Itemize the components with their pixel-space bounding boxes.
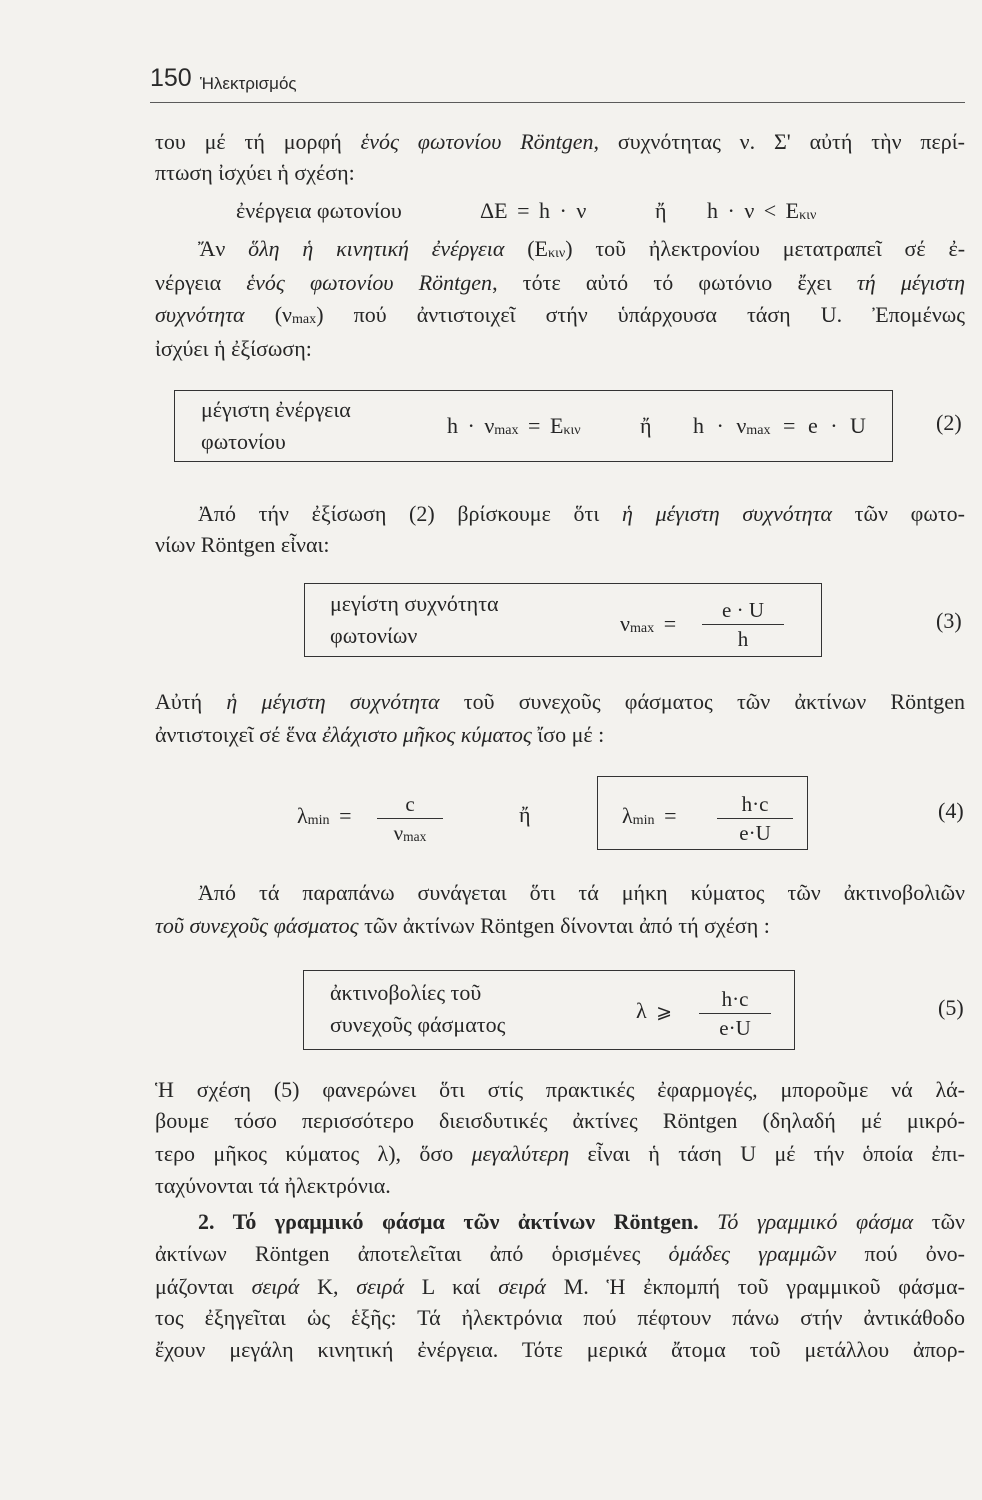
p7-line-5 (155, 1335, 965, 1365)
p2-line-4 (155, 334, 965, 364)
text-run: πού ὀνο- (836, 1241, 965, 1266)
eq2-formula-a (447, 411, 581, 445)
running-title: Ἡλεκτρισμός (200, 74, 297, 93)
subscript: κιν (547, 245, 566, 262)
formula-text: = (654, 611, 677, 636)
p3-line-2 (155, 530, 965, 560)
text-run: μάζονται (155, 1274, 252, 1299)
eq4-number: (4) (938, 798, 964, 823)
formula-text: = e · U (770, 413, 866, 438)
text-run: ἀντιστοιχεῖ σέ ἕνα (155, 722, 323, 747)
text-run: Αὐτή (155, 689, 227, 714)
formula-text: = (329, 803, 352, 828)
text-run: τερο μῆκος κύματος λ), ὅσο (155, 1141, 472, 1166)
formula-text: λ (622, 803, 633, 828)
p7-line-4 (155, 1303, 965, 1333)
italic-run: σειρά (356, 1274, 404, 1299)
text-run: ) τοῦ ἠλεκτρονίου μετατραπεῖ σέ ἐ- (565, 236, 966, 261)
text-run: ἴσο μέ : (531, 722, 605, 747)
text-run: εἶναι ἡ τάση U μέ τήν ὁποία ἐπι- (569, 1141, 965, 1166)
fraction-numerator: c (405, 792, 415, 816)
text-run: ἔχουν μεγάλη κινητική ἐνέργεια. Τότε μερικά ἄτομα τοῦ μετάλλου ἀπορ- (155, 1337, 965, 1362)
p2-line-1 (198, 234, 965, 268)
formula-text: ν (620, 611, 630, 636)
subscript: max (291, 311, 317, 328)
eq3-label-line-2: φωτονίων (330, 623, 418, 648)
subscript: min (307, 812, 330, 829)
italic-run: μεγαλύτερη (471, 1141, 570, 1166)
formula-text: = (654, 803, 677, 828)
eq5-label-line-2: συνεχοῦς φάσματος (330, 1012, 506, 1037)
text-run: τος ἐξηγεῖται ὡς ἑξῆς: Τά ἠλεκτρόνια πού πέφτουν πάνω στήν ἀντικάθοδο (155, 1305, 965, 1330)
text-run: (ν (244, 302, 292, 327)
eq3-number: (3) (936, 608, 962, 633)
p2-line-2 (155, 268, 965, 298)
text-run: του μέ τή μορφή (155, 129, 361, 154)
text-run: Ἄν (198, 236, 249, 261)
p6-line-3 (155, 1139, 965, 1169)
formula-text: = E (518, 413, 564, 438)
text-run: πτωση ἰσχύει ἡ σχέση: (155, 160, 355, 185)
italic-run: ἑνός φωτονίου Röntgen (360, 129, 594, 154)
italic-run: ἑνός φωτονίου Röntgen (246, 270, 493, 295)
eq4-boxed-lhs (622, 801, 677, 835)
p1-line-2 (155, 158, 965, 188)
subscript: κιν (799, 207, 817, 224)
fraction-denominator: e·U (719, 1016, 751, 1040)
formula-text: h · ν (447, 413, 495, 438)
header-rule (150, 102, 965, 103)
italic-run: τοῦ συνεχοῦς φάσματος (155, 913, 359, 938)
text-run: Ἀπό τά παραπάνω συνάγεται ὅτι τά μήκη κύματος τῶν ἀκτινοβολιῶν (198, 880, 965, 905)
eq1-rhs (707, 196, 816, 230)
eq3-fraction (702, 596, 784, 653)
section-heading: 2. Τό γραμμικό φάσμα τῶν ἀκτίνων Röntgen. (198, 1209, 699, 1234)
text-run: , τότε αὐτό τό φωτόνιο ἔχει (492, 270, 857, 295)
eq1-lhs: ΔΕ = h · ν (480, 198, 587, 223)
text-run: νίων Röntgen εἶναι: (155, 532, 330, 557)
subscript: max (629, 620, 655, 637)
subscript: max (494, 422, 519, 439)
p4-line-1 (155, 687, 965, 717)
italic-run: ὅλη ἡ κινητική ἐνέργεια (248, 236, 505, 261)
p7-line-2 (155, 1239, 965, 1269)
eq4-boxed-fraction (717, 790, 793, 847)
text-run: ταχύνονται τά ἠλεκτρόνια. (155, 1173, 391, 1198)
fraction-numerator: e · U (722, 598, 764, 622)
eq4-lhs (297, 801, 352, 835)
eq1-label: ἐνέργεια φωτονίου (236, 198, 402, 223)
italic-run: ἡ μέγιστη συχνότητα (226, 689, 440, 714)
p7-line-1 (198, 1207, 965, 1237)
p3-line-1 (198, 499, 965, 529)
formula-text: λ (297, 803, 308, 828)
eq1-or: ἤ (655, 198, 667, 223)
formula-text: ν (393, 821, 404, 845)
eq2-label-line-2: φωτονίου (201, 429, 286, 454)
subscript: max (746, 422, 771, 439)
text-run: ἀκτίνων Röntgen ἀποτελεῖται ἀπό ὁρισμένες (155, 1241, 669, 1266)
text-run: ἰσχύει ἡ ἐξίσωση: (155, 336, 312, 361)
text-run: K, (299, 1274, 357, 1299)
text-run: M. Ἡ ἐκπομπή τοῦ γραμμικοῦ φάσμα- (545, 1274, 965, 1299)
fraction-denominator (394, 819, 427, 851)
eq5-lhs (636, 996, 672, 1027)
eq4-or: ἤ (519, 802, 531, 827)
formula-text: h · ν < E (707, 198, 800, 223)
eq5-label-line-1: ἀκτινοβολίες τοῦ (330, 980, 482, 1005)
eq2-formula-b (693, 411, 866, 445)
page-number: 150 (150, 64, 192, 92)
text-run: τῶν ἀκτίνων Röntgen δίνονται ἀπό τή σχέση : (358, 913, 770, 938)
greater-or-equal-symbol: ⩾ (656, 1001, 673, 1023)
text-run: βουμε τόσο περισσότερο διεισδυτικές ἀκτίνες Röntgen (δηλαδή μέ μικρό- (155, 1108, 965, 1133)
eq2-or: ἤ (640, 413, 652, 438)
italic-run: ὁμάδες γραμμῶν (668, 1241, 837, 1266)
p6-line-4 (155, 1171, 965, 1201)
text-run: τοῦ συνεχοῦς φάσματος τῶν ἀκτίνων Röntgen (439, 689, 965, 714)
eq4-fraction (377, 790, 443, 851)
text-run: τῶν φωτο- (832, 501, 965, 526)
subscript: κιν (563, 422, 581, 439)
fraction-denominator: e·U (739, 821, 771, 845)
text-run: ) πού ἀντιστοιχεῖ στήν ὑπάρχουσα τάση U. Ἐπομένως (316, 302, 965, 327)
text-run: , συχνότητας ν. Σ' αὐτή τὴν περί- (593, 129, 965, 154)
subscript: min (632, 812, 655, 829)
subscript: max (403, 829, 427, 845)
eq2-number: (2) (936, 410, 962, 435)
p4-line-2 (155, 720, 965, 750)
text-run: Ἀπό τήν ἐξίσωση (2) βρίσκουμε ὅτι (198, 501, 622, 526)
p5-line-2 (155, 911, 965, 941)
text-run: νέργεια (155, 270, 247, 295)
p7-line-3 (155, 1272, 965, 1302)
eq3-label-line-1: μεγίστη συχνότητα (330, 591, 499, 616)
formula-text: λ (636, 998, 657, 1023)
italic-run: ἡ μέγιστη συχνότητα (621, 501, 832, 526)
italic-run: Τό γραμμικό φάσμα (717, 1209, 914, 1234)
text-run (699, 1209, 718, 1234)
italic-run: τή μέγιστη (856, 270, 966, 295)
p6-line-2 (155, 1106, 965, 1136)
text-run: L καί (404, 1274, 499, 1299)
italic-run: σειρά (498, 1274, 546, 1299)
italic-run: ἐλάχιστο μῆκος κύματος (322, 722, 532, 747)
italic-run: σειρά (251, 1274, 300, 1299)
eq3-lhs (620, 609, 676, 643)
formula-text: h · ν (693, 413, 747, 438)
eq2-label-line-1: μέγιστη ἐνέργεια (201, 397, 351, 422)
p1-line-1 (155, 127, 965, 157)
eq5-fraction (699, 985, 771, 1042)
fraction-numerator: h·c (721, 987, 749, 1011)
p2-line-3 (155, 300, 965, 334)
p5-line-1 (198, 878, 965, 908)
fraction-numerator: h·c (741, 792, 769, 816)
text-run: Ἡ σχέση (5) φανερώνει ὅτι στίς πρακτικές ἐφαρμογές, μποροῦμε νά λά- (155, 1077, 965, 1102)
eq5-number: (5) (938, 995, 964, 1020)
text-run: τῶν (913, 1209, 965, 1234)
text-run: (E (504, 236, 548, 261)
fraction-denominator: h (737, 627, 749, 651)
p6-line-1 (155, 1075, 965, 1105)
italic-run: συχνότητα (155, 302, 245, 327)
